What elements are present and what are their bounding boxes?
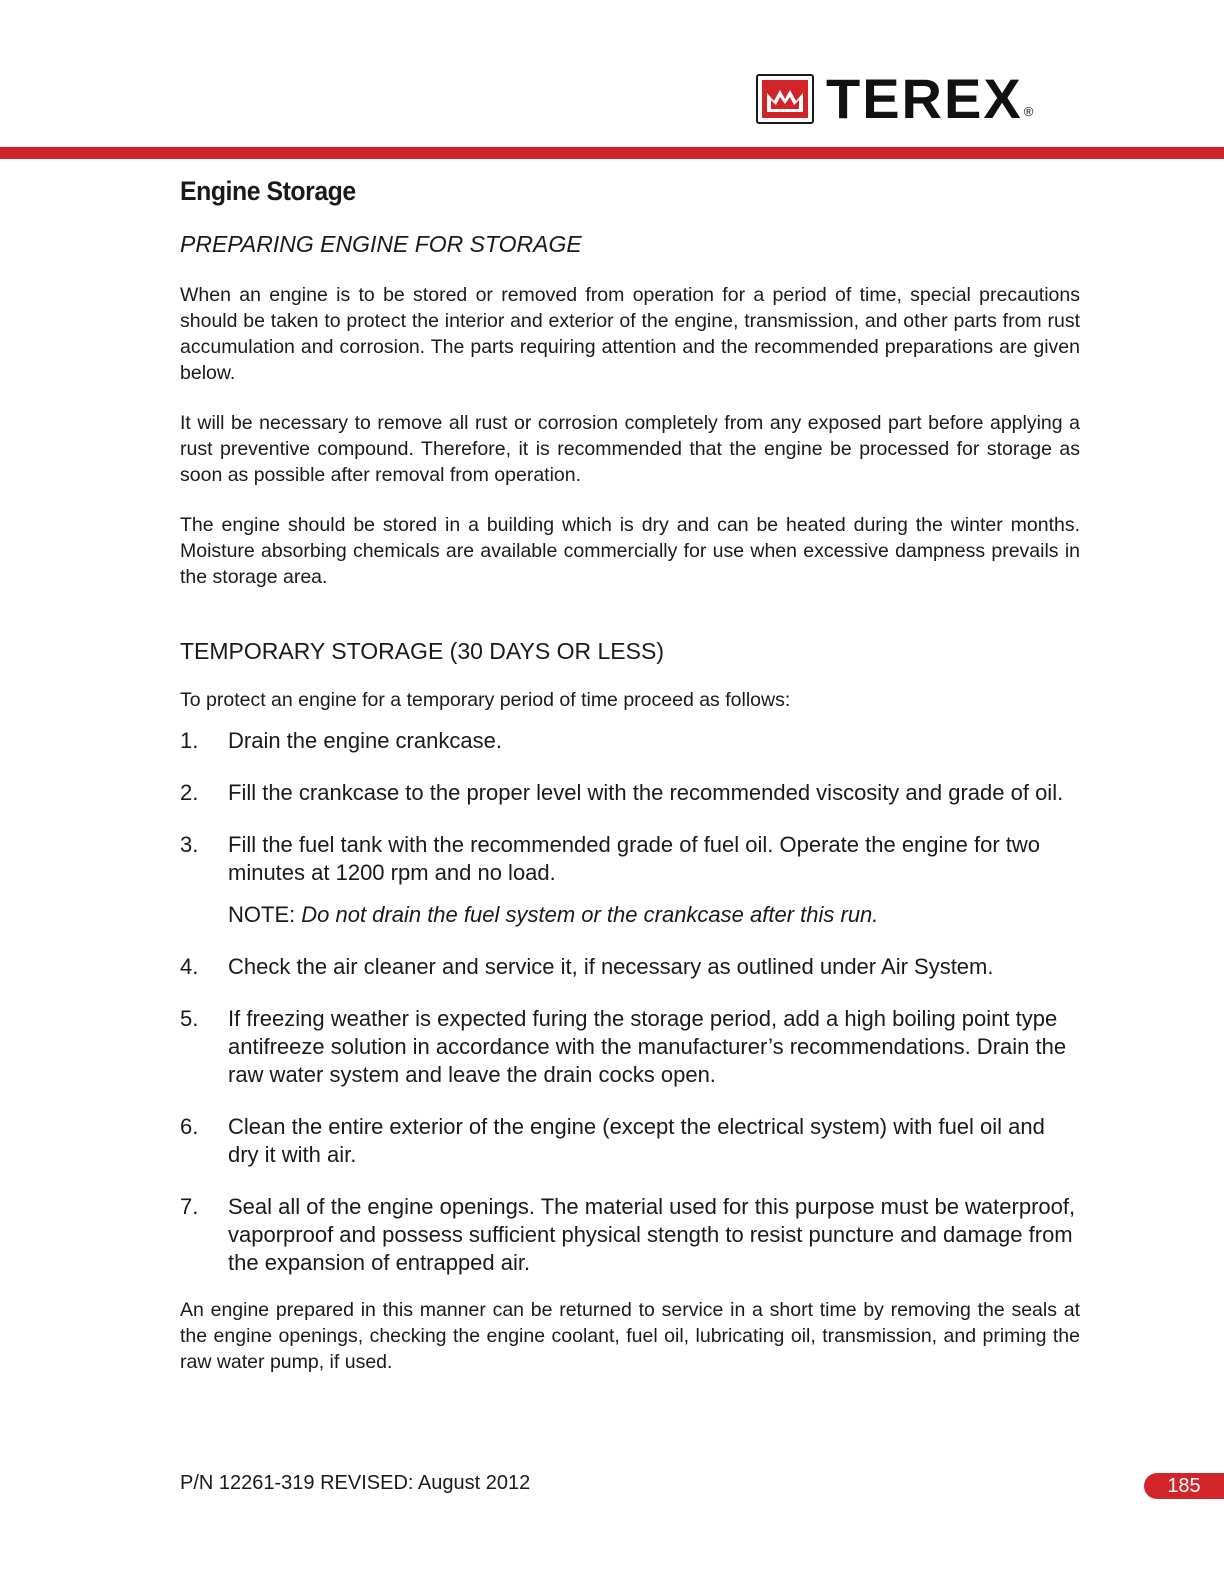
- list-item: [180, 1005, 1080, 1089]
- step-number: 1.: [180, 728, 199, 753]
- preparing-heading: PREPARING ENGINE FOR STORAGE: [180, 231, 582, 257]
- list-item: [180, 831, 1080, 887]
- paragraph: The engine should be stored in a building which is dry and can be heated during the winter months. Moisture absorbing chemicals are available commercially for use when excessive dampness prevails in the storage area.: [180, 514, 1080, 588]
- list-item: [180, 1193, 1080, 1277]
- list-item: [180, 779, 1080, 807]
- step-number: 5.: [180, 1006, 199, 1031]
- temporary-intro: To protect an engine for a temporary period of time proceed as follows:: [180, 689, 791, 711]
- note: [180, 901, 1080, 929]
- steps-list: [180, 727, 1080, 1277]
- paragraph: When an engine is to be stored or removed from operation for a period of time, special precautions should be taken to protect the interior and exterior of the engine, transmission, and other parts from rust accumulation and corrosion. The parts requiring attention and the recommended preparations are given below.: [180, 284, 1080, 384]
- registered-mark: ®: [1023, 104, 1034, 119]
- step-text: Seal all of the engine openings. The material used for this purpose must be waterproof, vaporproof and possess sufficient physical stength to resist puncture and damage from the expansion of entrapped air.: [228, 1194, 1076, 1275]
- step-number: 2.: [180, 780, 199, 805]
- step-number: 4.: [180, 954, 199, 979]
- list-item: [180, 1113, 1080, 1169]
- section-title: Engine Storage: [180, 176, 356, 206]
- step-text: Fill the fuel tank with the recommended grade of fuel oil. Operate the engine for two minutes at 1200 rpm and no load.: [228, 832, 1041, 885]
- terex-logo: [756, 67, 1034, 130]
- note-label: NOTE:: [228, 902, 296, 927]
- step-text: Check the air cleaner and service it, if necessary as outlined under Air System.: [228, 954, 994, 979]
- step-number: 6.: [180, 1114, 199, 1139]
- paragraph: It will be necessary to remove all rust or corrosion completely from any exposed part before applying a rust preventive compound. Therefore, it is recommended that the engine be processed for storage as soon as possible after removal from operation.: [180, 412, 1080, 486]
- step-text: Clean the entire exterior of the engine (except the electrical system) with fuel oil and dry it with air.: [228, 1114, 1045, 1167]
- page-content: [180, 176, 1080, 1375]
- step-number: 7.: [180, 1194, 199, 1219]
- step-text: Drain the engine crankcase.: [228, 728, 502, 753]
- step-text: Fill the crankcase to the proper level with the recommended viscosity and grade of oil.: [228, 780, 1064, 805]
- footer-part-number: P/N 12261-319 REVISED: August 2012: [180, 1472, 531, 1494]
- page-number-badge: 185: [1144, 1473, 1224, 1499]
- step-number: 3.: [180, 832, 199, 857]
- list-item: [180, 953, 1080, 981]
- header-rule: [0, 147, 1224, 159]
- terex-crown-icon: [756, 74, 814, 124]
- step-text: If freezing weather is expected furing the storage period, add a high boiling point type antifreeze solution in accordance with the manufacturer’s recommendations. Drain the raw water system and leave the drain cocks open.: [228, 1006, 1067, 1087]
- note-text: Do not drain the fuel system or the crankcase after this run.: [301, 902, 879, 927]
- list-item: [180, 727, 1080, 755]
- temporary-storage-heading: TEMPORARY STORAGE (30 DAYS OR LESS): [180, 638, 664, 664]
- brand-name: TEREX: [826, 67, 1023, 130]
- closing-paragraph: An engine prepared in this manner can be returned to service in a short time by removing the seals at the engine openings, checking the engine coolant, fuel oil, lubricating oil, transmission, and priming the raw water pump, if used.: [180, 1299, 1080, 1373]
